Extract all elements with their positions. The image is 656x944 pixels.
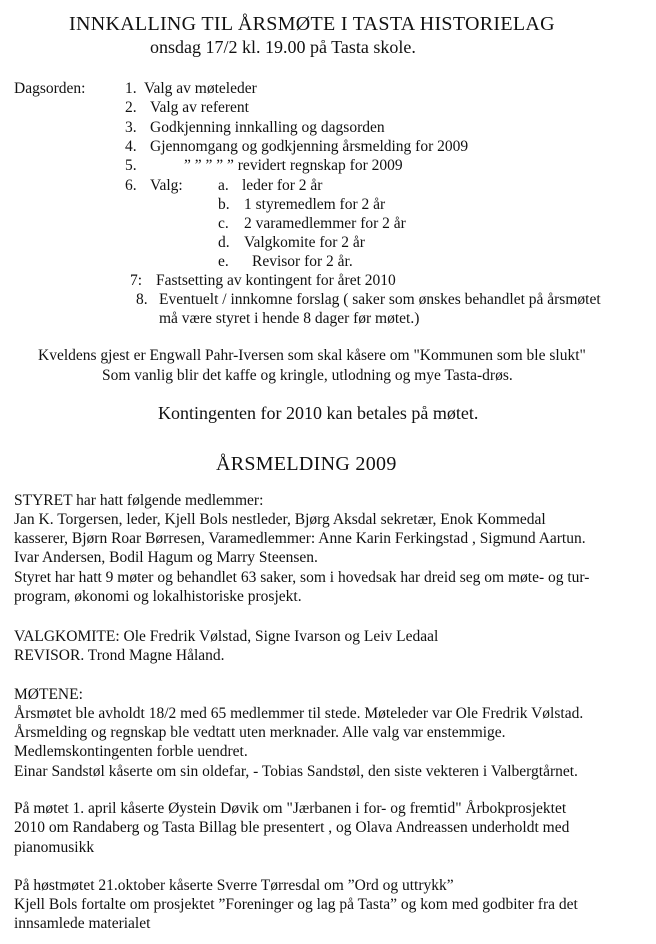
styret-line: Styret har hatt 9 møter og behandlet 63 saker, som i hovedsak har dreid seg om møte- og tur- (14, 569, 590, 586)
kontingent-notice: Kontingenten for 2010 kan betales på møtet. (158, 403, 479, 423)
agenda-item: Valg av møteleder (144, 80, 257, 97)
agenda-subitem-letter: c. (218, 215, 229, 232)
guest-line: Kveldens gjest er Engwall Pahr-Iversen som skal kåsere om "Kommunen som ble slukt" (38, 347, 586, 364)
agenda-subitem-letter: a. (218, 177, 229, 194)
agenda-subitem: Revisor for 2 år. (252, 253, 353, 270)
agenda-subitem: leder for 2 år (242, 177, 323, 194)
april-line: 2010 om Randaberg og Tasta Billag ble presentert , og Olava Andreassen underholdt med (14, 819, 570, 836)
motene-line: Einar Sandstøl kåserte om sin oldefar, - Tobias Sandstøl, den siste vekteren i Valbergtårnet. (14, 763, 578, 780)
styret-line: kasserer, Bjørn Roar Børresen, Varamedlemmer: Anne Karin Ferkingstad , Sigmund Aartun. (14, 530, 586, 547)
coffee-line: Som vanlig blir det kaffe og kringle, utlodning og mye Tasta-drøs. (102, 367, 513, 384)
april-line: pianomusikk (14, 839, 95, 856)
agenda-item-num: 4. (125, 138, 137, 155)
april-line: På møtet 1. april kåserte Øystein Døvik om "Jærbanen i for- og fremtid" Årbokprosjektet (14, 800, 567, 817)
agenda-item-num: 6. (125, 177, 137, 194)
host-line: innsamlede materialet (14, 915, 151, 932)
agenda-item: Valg av referent (150, 99, 249, 116)
agenda-item: ” ” ” ” ” revidert regnskap for 2009 (184, 157, 403, 174)
agenda-item-num: 7: (130, 272, 143, 289)
agenda-item: Valg: (150, 177, 183, 194)
agenda-subitem: Valgkomite for 2 år (244, 234, 365, 251)
agenda-subitem-letter: e. (218, 253, 229, 270)
agenda-label: Dagsorden: (14, 80, 86, 97)
agenda-subitem-letter: d. (218, 234, 230, 251)
valgkomite-line: VALGKOMITE: Ole Fredrik Vølstad, Signe Ivarson og Leiv Ledaal (14, 628, 439, 645)
agenda-item: Eventuelt / innkomne forslag ( saker som ønskes behandlet på årsmøtet (159, 291, 601, 308)
agenda-item: Gjennomgang og godkjenning årsmelding for 2009 (150, 138, 469, 155)
agenda-item: Godkjenning innkalling og dagsorden (150, 119, 385, 136)
document-title: INNKALLING TIL ÅRSMØTE I TASTA HISTORIELAG (69, 13, 555, 35)
agenda-item: Fastsetting av kontingent for året 2010 (156, 272, 396, 289)
meeting-date-line: onsdag 17/2 kl. 19.00 på Tasta skole. (150, 37, 416, 57)
revisor-line: REVISOR. Trond Magne Håland. (14, 647, 225, 664)
agenda-subitem: 2 varamedlemmer for 2 år (244, 215, 406, 232)
motene-line: Årsmøtet ble avholdt 18/2 med 65 medlemmer til stede. Møteleder var Ole Fredrik Vølstad. (14, 705, 584, 722)
agenda-item-num: 1. (125, 80, 137, 97)
styret-line: Ivar Andersen, Bodil Hagum og Marry Steensen. (14, 549, 318, 566)
styret-line: program, økonomi og lokalhistoriske prosjekt. (14, 588, 302, 605)
motene-heading: MØTENE: (14, 686, 83, 703)
host-line: På høstmøtet 21.oktober kåserte Sverre Tørresdal om ”Ord og uttrykk” (14, 877, 454, 894)
styret-line: STYRET har hatt følgende medlemmer: (14, 492, 264, 509)
agenda-subitem-letter: b. (218, 196, 230, 213)
motene-line: Årsmelding og regnskap ble vedtatt uten merknader. Alle valg var enstemmige. (14, 724, 506, 741)
agenda-item-num: 3. (125, 119, 137, 136)
aarsmelding-title: ÅRSMELDING 2009 (216, 453, 397, 475)
agenda-item-continuation: må være styret i hende 8 dager før møtet.) (159, 310, 420, 327)
agenda-item-num: 8. (136, 291, 148, 308)
agenda-subitem: 1 styremedlem for 2 år (244, 196, 386, 213)
agenda-item-num: 5. (125, 157, 137, 174)
agenda-item-num: 2. (125, 99, 137, 116)
host-line: Kjell Bols fortalte om prosjektet ”Foreninger og lag på Tasta” og kom med godbiter fra det (14, 896, 578, 913)
styret-line: Jan K. Torgersen, leder, Kjell Bols nestleder, Bjørg Aksdal sekretær, Enok Kommedal (14, 511, 546, 528)
motene-line: Medlemskontingenten forble uendret. (14, 743, 248, 760)
